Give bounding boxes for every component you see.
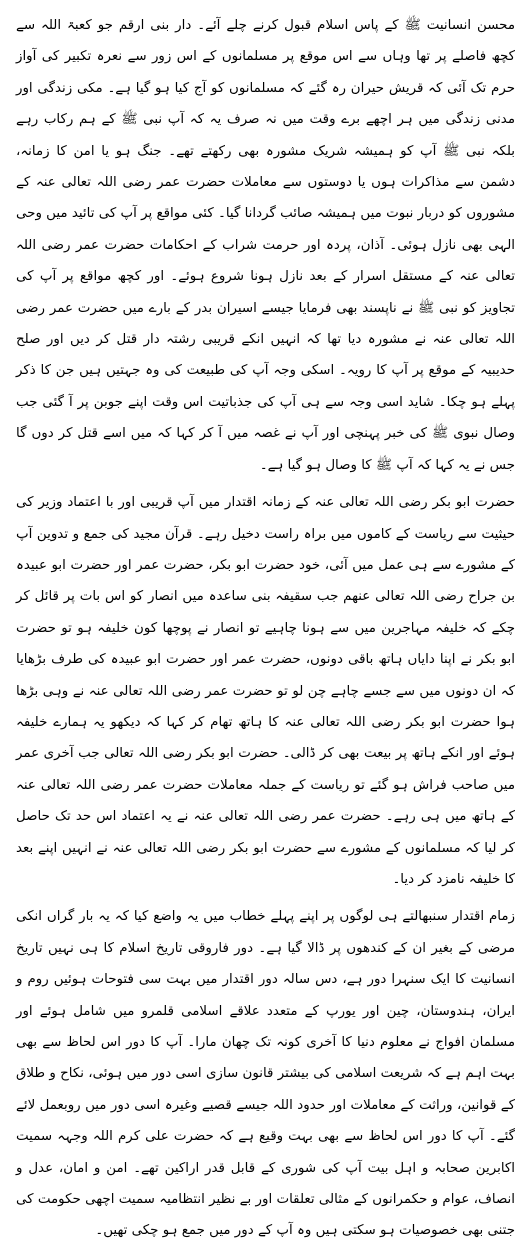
paragraph-3: زمام اقتدار سنبھالتے ہی لوگوں پر اپنے پہلے خطاب میں یہ واضع کیا کہ یہ بار گراں انکی مرضی کے بغیر ان کے کندھوں پر ڈالا گیا ہے۔ دور فاروقی تاریخ اسلام کا ہی نہیں تاریخ انسانیت کا ایک سنہرا دور ہے، دس سالہ دور اقتدار میں بہت سی فتوحات ہوئیں روم و ایران، ہندوستان، چین اور یورپ کے متعدد علاقے اسلامی قلمرو میں شامل ہوئے اور مسلمان افواج نے معلوم دنیا کا آخری کونہ تک چھان مارا۔ آپ کا دور اس لحاظ سے بھی بہت اہم ہے کہ شریعت اسلامی کی بیشتر قانون سازی اسی دور میں ہوئی، نکاح و طلاق کے قوانین، وراثت کے معاملات اور حدود اللہ جیسے قصیے وغیرہ اسی دور میں روبعمل لائے گئے۔ آپ کا دور اس لحاظ سے بھی بہت وقیع ہے کہ حضرت علی کرم اللہ وجہہ سمیت اکابرین صحابہ و اہل بیت آپ کی شوری کے قابل قدر اراکین تھے۔ امن و امان، عدل و انصاف، عوام و حکمرانوں کے مثالی تعلقات اور بے نظیر انتظامیہ سمیت اچھی حکومت کی جتنی بھی خصوصیات ہو سکتی ہیں وہ آپ کے دور میں جمع ہو چکی تھیں۔	[16, 909, 515, 1239]
paragraph-2: حضرت ابو بکر رضی اللہ تعالی عنہ کے زمانہ اقتدار میں آپ قریبی اور با اعتماد وزیر کی حیثیت سے ریاست کے کاموں میں براہ راست دخیل رہے۔ قرآن مجید کی جمع و تدوین آپ کے مشورے سے ہی عمل میں آئی، خود حضرت ابو بکر، حضرت عمر اور حضرت ابو عبیدہ بن جراح رضی اللہ تعالی عنھم جب سقیفہ بنی ساعدہ میں انصار کو اس بات پر قائل کر چکے کہ خلیفہ مہاجرین میں سے ہونا چاہیے تو انصار نے پوچھا کون خلیفہ ہو تو حضرت ابو بکر نے اپنا دایاں ہاتھ باقی دونوں، حضرت عمر اور حضرت ابو عبیدہ کی طرف بڑھایا کہ ان دونوں میں سے جسے چاہے چن لو تو حضرت عمر رضی اللہ تعالی عنہ نے وہی بڑھا ہوا حضرت ابو بکر رضی اللہ تعالی عنہ کا ہاتھ تھام کر کہا کہ دیکھو یہ ہمارے خلیفہ ہوئے اور انکے ہاتھ پر بیعت بھی کر ڈالی۔ حضرت ابو بکر رضی اللہ تعالی جب آخری عمر میں صاحب فراش ہو گئے تو ریاست کے جملہ معاملات حضرت عمر رضی اللہ تعالی عنہ کے ہاتھ میں ہی رہے۔ حضرت عمر رضی اللہ تعالی عنہ نے یہ اعتماد اس حد تک حاصل کر لیا کہ مسلمانوں کے مشورے سے حضرت ابو بکر رضی اللہ تعالی عنہ نے انہیں اپنے بعد کا خلیفہ نامزد کر دیا۔	[16, 495, 515, 887]
paragraph-1: محسن انسانیت ﷺ کے پاس اسلام قبول کرنے چلے آئے۔ دار بنی ارقم جو کعبۃ اللہ سے کچھ فاصلے پر تھا وہاں سے اس موقع پر مسلمانوں کے اس زور سے نعرہ تکبیر کی آواز حرم تک آئی کہ قریش حیران رہ گئے کہ مسلمانوں کو آج کیا ہو گیا ہے۔ مکی زندگی اور مدنی زندگی میں ہر اچھے برے وقت میں نہ صرف یہ کہ آپ نبی ﷺ کے ہم رکاب رہے بلکہ نبی ﷺ آپ کو ہمیشہ شریک مشورہ بھی رکھتے تھے۔ جنگ ہو یا امن کا زمانہ، دشمن سے مذاکرات ہوں یا دوستوں سے معاملات حضرت عمر رضی اللہ تعالی عنہ کے مشوروں کو دربار نبوت میں ہمیشہ صائب گردانا گیا۔ کئی مواقع پر آپ کی تائید میں وحی الہی بھی نازل ہوئی۔ آذان، پردہ اور حرمت شراب کے احکامات حضرت عمر رضی اللہ تعالی عنہ کے مستقل اسرار کے بعد نازل ہونا شروع ہوئے۔ اور کچھ مواقع پر آپ کی تجاویز کو نبی ﷺ نے ناپسند بھی فرمایا جیسے اسیران بدر کے بارے میں حضرت عمر رضی اللہ تعالی عنہ نے مشورہ دیا تھا کہ انہیں انکے قریبی رشتہ دار قتل کر دیں اور صلح حدیبیہ کے موقع پر آپ کا رویہ۔ اسکی وجہ آپ کی طبیعت کی وہ جہتیں ہیں جن کا ذکر پہلے ہو چکا۔ شاید اسی وجہ سے ہی آپ کی جذباتیت اس وقت اپنے جوبن پر آ گئی جب وصال نبوی ﷺ کی خبر پہنچی اور آپ نے غصہ میں آ کر کہا کہ میں اسے قتل کر دوں گا جس نے یہ کہا کہ آپ ﷺ کا وصال ہو گیا ہے۔	[16, 18, 515, 473]
